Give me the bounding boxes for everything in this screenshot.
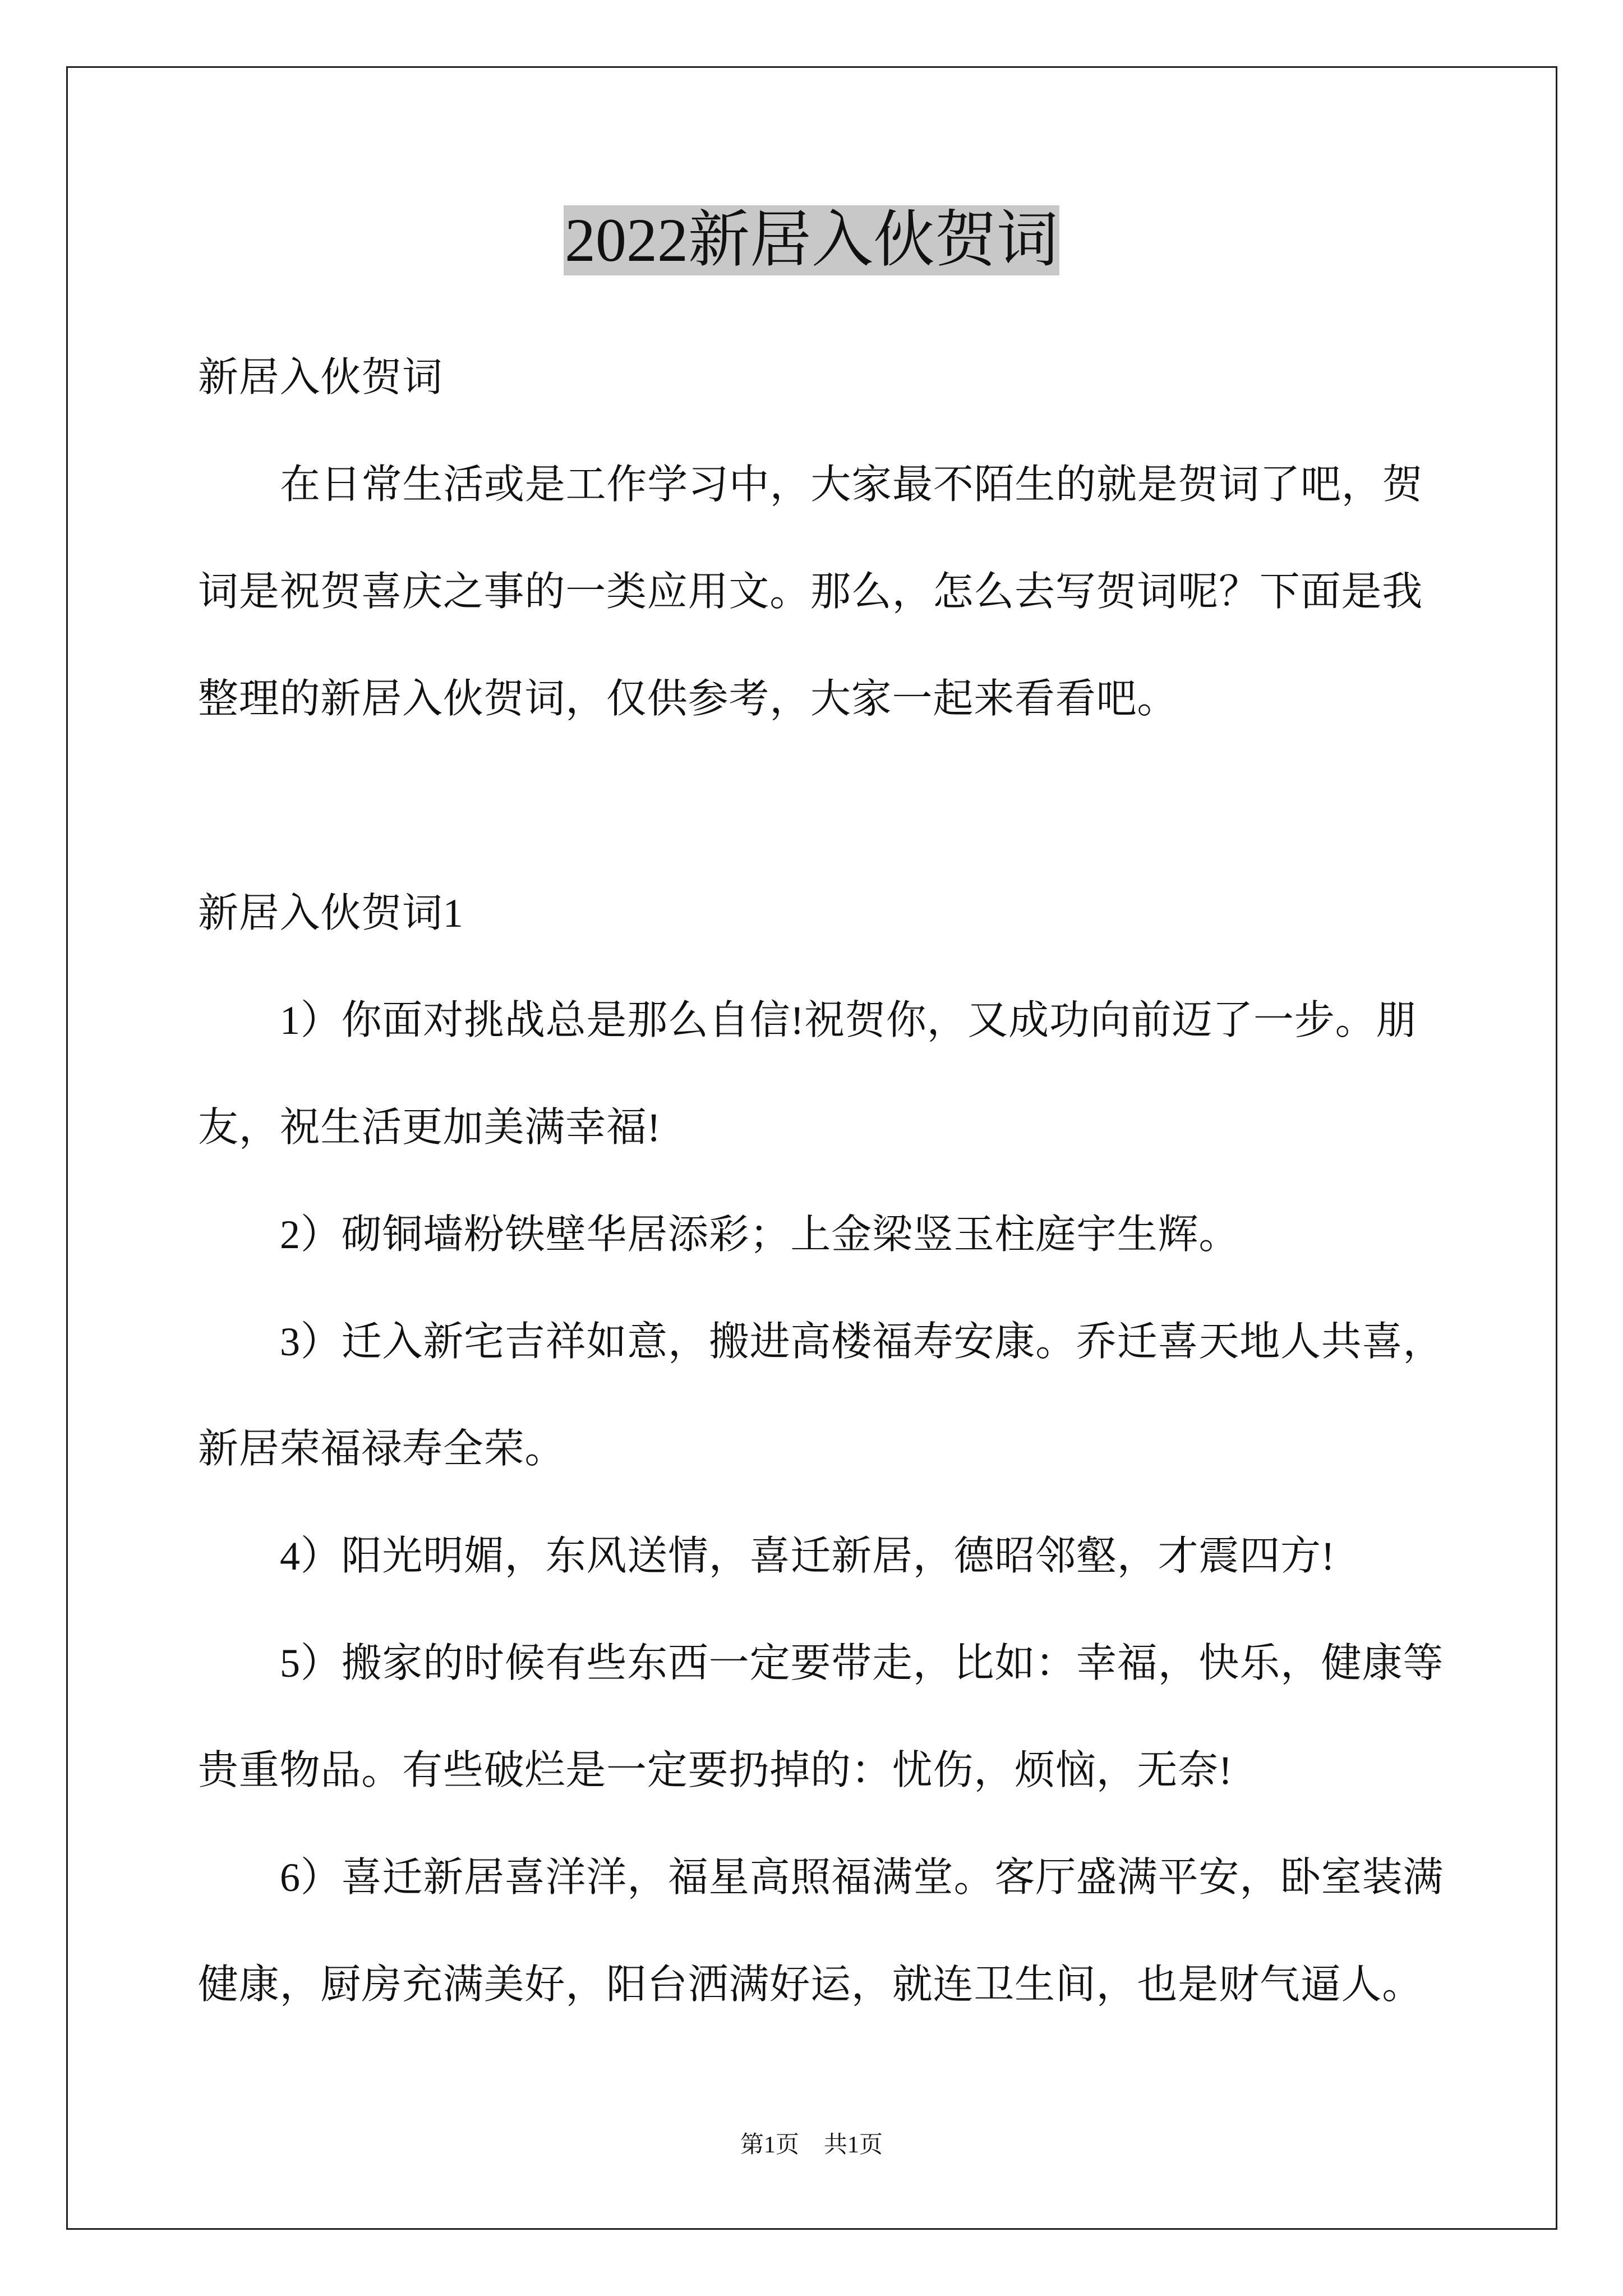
page-number: 第1页	[740, 2132, 799, 2158]
greeting-item-2	[198, 1181, 1488, 1289]
document-heading: 新居入伙贺词	[198, 355, 443, 400]
title-row	[0, 205, 1623, 275]
intro-line: 在日常生活或是工作学习中，大家最不陌生的就是贺词了吧，贺	[280, 462, 1423, 507]
greeting-line: 1）你面对挑战总是那么自信!祝贺你，又成功向前迈了一步。朋	[280, 998, 1417, 1043]
greeting-line: 友，祝生活更加美满幸福!	[198, 1105, 661, 1150]
greeting-line: 2）砌铜墙粉铁壁华居添彩；上金梁竖玉柱庭宇生辉。	[280, 1212, 1240, 1257]
greeting-item-3	[198, 1289, 1488, 1503]
blank-line	[198, 753, 1488, 860]
greeting-line: 6）喜迁新居喜洋洋，福星高照福满堂。客厅盛满平安，卧室装满	[280, 1855, 1444, 1900]
intro-line: 整理的新居入伙贺词，仅供参考，大家一起来看看吧。	[198, 677, 1178, 721]
page-total: 共1页	[824, 2132, 883, 2158]
section-heading: 新居入伙贺词1	[198, 891, 464, 936]
document-title: 2022新居入伙贺词	[565, 206, 1058, 274]
greeting-line: 新居荣福禄寿全荣。	[198, 1427, 566, 1471]
greeting-item-6	[198, 1824, 1488, 2039]
page-footer	[0, 2131, 1623, 2160]
greeting-item-4	[198, 1503, 1488, 1610]
greeting-line: 健康，厨房充满美好，阳台洒满好运，就连卫生间，也是财气逼人。	[198, 1962, 1423, 2007]
greeting-line: 4）阳光明媚，东风送情，喜迁新居，德昭邻壑，才震四方!	[280, 1534, 1335, 1579]
intro-paragraph	[198, 431, 1488, 753]
intro-line: 词是祝贺喜庆之事的一类应用文。那么，怎么去写贺词呢？下面是我	[198, 569, 1423, 614]
greeting-item-5	[198, 1610, 1488, 1824]
greeting-line: 贵重物品。有些破烂是一定要扔掉的：忧伤，烦恼，无奈!	[198, 1748, 1233, 1793]
greeting-line: 5）搬家的时候有些东西一定要带走，比如：幸福，快乐，健康等	[280, 1641, 1444, 1686]
greeting-line: 3）迁入新宅吉祥如意，搬进高楼福寿安康。乔迁喜天地人共喜，	[280, 1319, 1444, 1364]
greeting-item-1	[198, 967, 1488, 1181]
document-body	[198, 324, 1488, 2039]
